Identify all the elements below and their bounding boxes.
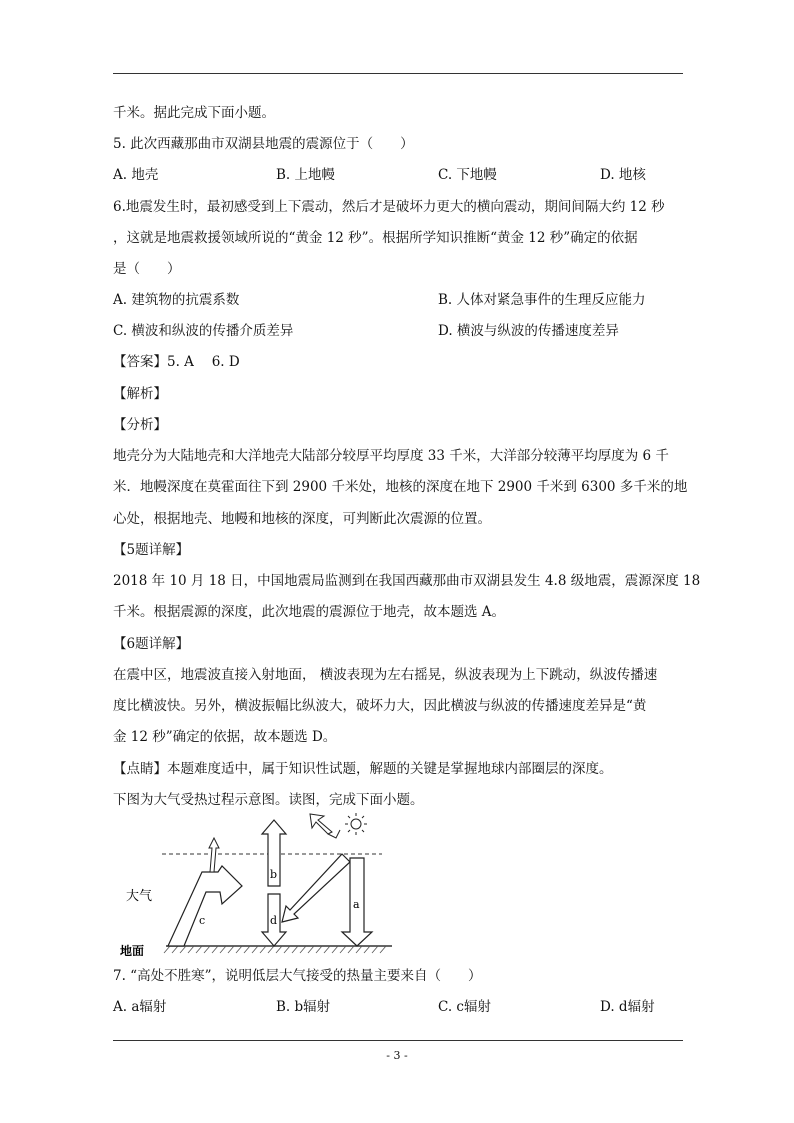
section-jiexi: 【解析】 xyxy=(113,386,167,402)
arrow-reflected xyxy=(310,814,332,834)
q6-detail-line3: 金 12 秒”确定的依据，故本题选 D。 xyxy=(113,729,337,745)
label-d: d xyxy=(270,914,278,927)
q7-option-c[interactable]: C. c辐射 xyxy=(438,999,491,1015)
footer-rule xyxy=(113,1040,683,1041)
label-ground: 地面 xyxy=(120,944,145,956)
section-q5-detail: 【5题详解】 xyxy=(113,542,190,558)
q6-option-c[interactable]: C. 横波和纵波的传播介质差异 xyxy=(113,323,294,339)
question-5: 5. 此次西藏那曲市双湖县地震的震源位于（ ） xyxy=(113,136,414,152)
q6-option-d[interactable]: D. 横波与纵波的传播速度差异 xyxy=(438,323,619,339)
arrow-c-escape xyxy=(209,838,219,872)
ground-hatching xyxy=(164,946,386,953)
answer-line: 【答案】5. A 6. D xyxy=(113,354,240,370)
dianjing-line: 【点睛】本题难度适中，属于知识性试题，解题的关键是掌握地球内部圈层的深度。 xyxy=(113,761,613,777)
header-rule xyxy=(113,73,683,74)
q5-option-d[interactable]: D. 地核 xyxy=(600,167,646,183)
q6-detail-line1: 在震中区，地震波直接入射地面， 横波表现为左右摇晃，纵波表现为上下跳动，纵波传播速 xyxy=(113,667,658,683)
question-6-line2: ，这就是地震救援领域所说的“黄金 12 秒”。根据所学知识推断“黄金 12 秒”确定的依据 xyxy=(113,230,638,246)
q6-detail-line2: 度比横波快。另外，横波振幅比纵波大，破坏力大，因此横波与纵波的传播速度差异是“黄 xyxy=(113,698,647,714)
sun-icon xyxy=(345,813,367,835)
arrow-atmospheric-to-ground xyxy=(282,854,350,922)
q5-option-a[interactable]: A. 地壳 xyxy=(113,167,159,183)
label-atmosphere: 大气 xyxy=(126,889,153,904)
label-a: a xyxy=(353,898,360,911)
label-b: b xyxy=(270,868,278,881)
q6-option-b[interactable]: B. 人体对紧急事件的生理反应能力 xyxy=(438,292,646,308)
question-6-line1: 6.地震发生时，最初感受到上下震动，然后才是破坏力更大的横向震动，期间间隔大约 12 秒 xyxy=(113,199,665,215)
q5-option-b[interactable]: B. 上地幔 xyxy=(276,167,336,183)
question-6-line3: 是（ ） xyxy=(113,261,181,277)
section-fenxi: 【分析】 xyxy=(113,417,167,433)
page-number: - 3 - xyxy=(386,1049,408,1062)
analysis-line1: 地壳分为大陆地壳和大洋地壳大陆部分较厚平均厚度 33 千米，大洋部分较薄平均厚度为 6 千 xyxy=(113,448,669,464)
arrow-c xyxy=(168,866,242,946)
q5-detail-line2: 千米。根据震源的深度，此次地震的震源位于地壳，故本题选 A。 xyxy=(113,604,506,620)
question-7-intro: 下图为大气受热过程示意图。读图，完成下面小题。 xyxy=(113,792,424,808)
q5-detail-line1: 2018 年 10 月 18 日，中国地震局监测到在我国西藏那曲市双湖县发生 4.8 级地震，震源深度 18 xyxy=(113,573,701,589)
text-line: 千米。据此完成下面小题。 xyxy=(113,105,275,121)
analysis-line3: 心处，根据地壳、地幔和地核的深度，可判断此次震源的位置。 xyxy=(113,511,491,527)
label-c: c xyxy=(199,914,206,927)
q7-option-b[interactable]: B. b辐射 xyxy=(276,999,331,1015)
q7-option-d[interactable]: D. d辐射 xyxy=(600,999,655,1015)
question-7: 7. “高处不胜寒”，说明低层大气接受的热量主要来自（ ） xyxy=(113,968,482,984)
q5-option-c[interactable]: C. 下地幔 xyxy=(438,167,497,183)
analysis-line2: 米．地幔深度在莫霍面往下到 2900 千米处，地核的深度在地下 2900 千米到 6300 多千米的地 xyxy=(113,479,688,495)
q6-option-a[interactable]: A. 建筑物的抗震系数 xyxy=(113,292,240,308)
q7-option-a[interactable]: A. a辐射 xyxy=(113,999,167,1015)
section-q6-detail: 【6题详解】 xyxy=(113,636,190,652)
atmosphere-heating-diagram xyxy=(110,808,395,956)
